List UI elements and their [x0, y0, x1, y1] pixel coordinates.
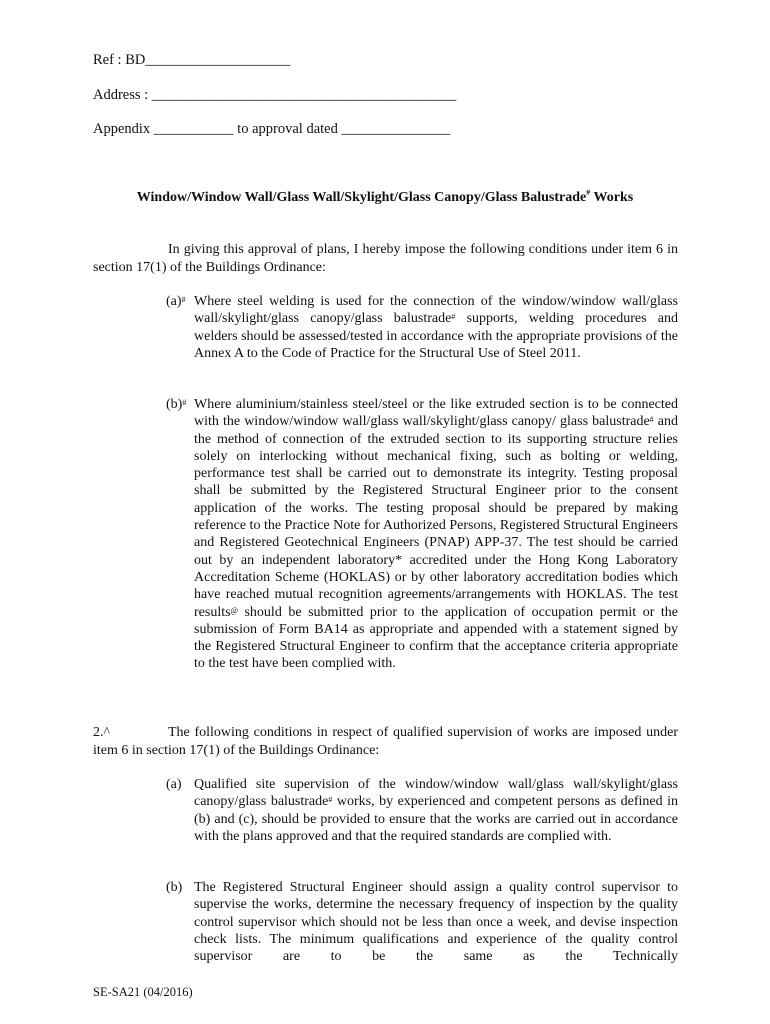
title-footnote-mark: #	[586, 188, 591, 197]
section-2-text: The following conditions in respect of qualified supervision of works are imposed under item 6 in section 17(1) of the Buildings Ordinance:	[93, 725, 678, 758]
footnote-mark: #	[649, 415, 654, 425]
condition-b-text: Where aluminium/stainless steel/steel or the like extruded section is to be connected with the window/window wall/glass wall/skylight/glass canopy/ glass balustrade# and the method of connection of the extruded section to its supporting structure relies solely on interlocking without mechanical fixing, such as bolting or welding, performance test shall be carried out to demonstrate its integrity. Testing proposal shall be submitted by the Registered Structural Engineer prior to the consent application of the works. The testing proposal should be prepared by making reference to the Practice Note for Authorized Persons, Registered Structural Engineers and Registered Geotechnical Engineers (PNAP) APP-37. The test should be carried out by an independent laboratory* accredited under the Hong Kong Laboratory Accreditation Scheme (HOKLAS) or by other laboratory accreditation bodies which have reached mutual recognition agreements/arrangements with HOKLAS. The test results@ should be submitted prior to the application of occupation permit or the submission of Form BA14 as appropriate and appended with a statement signed by the Registered Structural Engineer to confirm that the acceptance criteria appropriate to the test have been complied with.	[194, 397, 678, 672]
footnote-mark: #	[328, 795, 333, 805]
condition-2b-label: (b)	[166, 880, 183, 895]
condition-2b	[166, 879, 678, 965]
intro-paragraph	[93, 241, 678, 276]
condition-2a-label: (a)	[166, 777, 182, 792]
condition-a-label: (a)#	[166, 294, 186, 309]
title-tail: Works	[590, 190, 634, 205]
section-2-number: 2.^	[93, 725, 111, 740]
intro-text: In giving this approval of plans, I hereby impose the following conditions under item 6 in section 17(1) of the Buildings Ordinance:	[93, 242, 678, 275]
condition-b-label: (b)#	[166, 397, 187, 412]
appendix-line: Appendix ___________ to approval dated _______________	[93, 121, 451, 137]
reference-line: Ref : BD____________________	[93, 52, 291, 68]
condition-2a-text: Qualified site supervision of the window/window wall/glass wall/skylight/glass canopy/glass balustrade# works, by experienced and competent persons as defined in (b) and (c), should be provided to ensure that the works are carried out in accordance with the plans approved and that the required standards are complied with.	[194, 777, 679, 844]
form-code-footer: SE-SA21 (04/2016)	[93, 985, 193, 999]
condition-a	[166, 293, 678, 362]
footnote-mark-at: @	[230, 605, 238, 615]
condition-2b-text: The Registered Structural Engineer should assign a quality control supervisor to supervise the works, determine the necessary frequency of inspection by the quality control supervisor which should not be less than once a week, and devise inspection check lists. The minimum qualifications and experience of the quality control supervisor are to be the same as the Technically	[194, 880, 678, 965]
document-title	[0, 190, 770, 206]
address-line: Address : __________________________________________	[93, 87, 457, 103]
condition-b	[166, 396, 678, 673]
condition-a-text: Where steel welding is used for the connection of the window/window wall/glass wall/skylight/glass canopy/glass balustrade# supports, welding procedures and welders should be assessed/tested in accordance with the appropriate provisions of the Annex A to the Code of Practice for the Structural Use of Steel 2011.	[194, 294, 678, 361]
footnote-mark: #	[451, 312, 456, 322]
section-2-paragraph	[93, 724, 678, 759]
title-text: Window/Window Wall/Glass Wall/Skylight/Glass Canopy/Glass Balustrade	[136, 190, 587, 205]
condition-2a	[166, 776, 678, 845]
